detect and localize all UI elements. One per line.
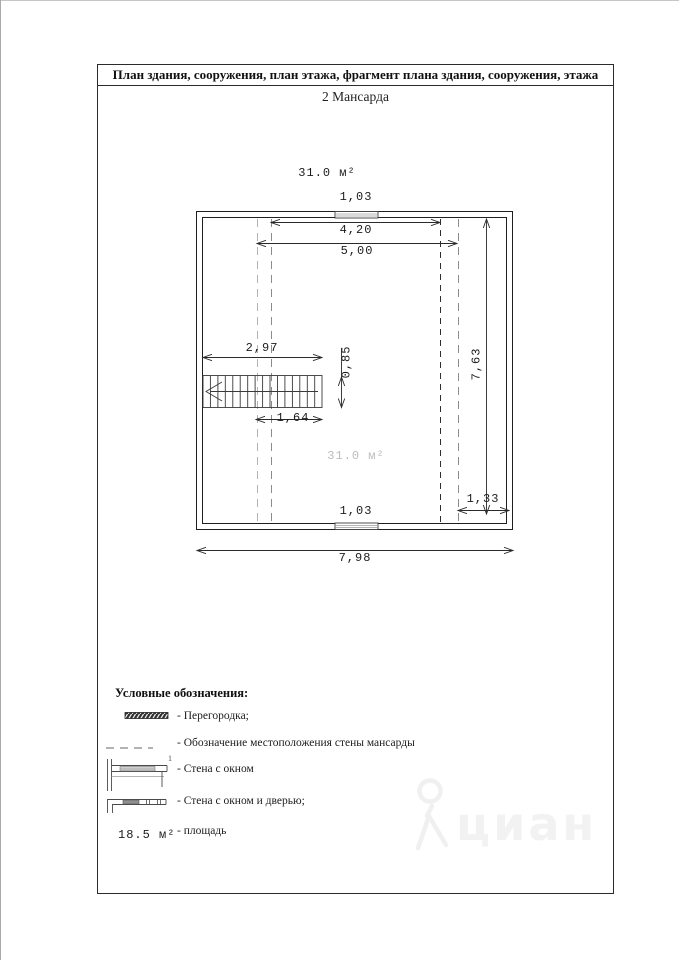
legend-area-value: 18.5 м² [118, 828, 176, 842]
legend-item-partition: - Перегородка; [177, 710, 249, 722]
dim-overall-width: 7,98 [338, 551, 372, 565]
legend-item-wall-window-door: - Стена с окном и дверью; [177, 795, 305, 807]
legend-item-wall-window: - Стена с окном [177, 763, 254, 775]
dim-stair-width: 0,85 [339, 345, 354, 379]
dim-stair-run: 1,64 [276, 411, 310, 425]
legend-symbol-partition [125, 713, 168, 719]
page-subtitle: 2 Мансарда [322, 89, 389, 104]
legend-item-area: - площадь [177, 825, 227, 837]
page-title: План здания, сооружения, план этажа, фрагмент плана здания, сооружения, этажа [98, 65, 613, 86]
legend-wall-window-mark: 1 [168, 754, 172, 763]
watermark-text: циан [456, 797, 598, 851]
legend-symbol-wall-window [108, 759, 168, 791]
dim-inner-width: 4,20 [339, 223, 373, 237]
legend-header: Условные обозначения: [115, 686, 249, 700]
legend-symbol-wall-window-door [108, 800, 167, 814]
dim-mid-width: 5,00 [340, 244, 374, 258]
area-label-top: 31.0 м² [298, 166, 356, 180]
dim-room-height: 7,63 [469, 347, 484, 381]
dim-window-bottom: 1,03 [339, 504, 373, 518]
dim-stair-length: 2,97 [245, 341, 279, 355]
area-label-room: 31.0 м² [327, 449, 385, 463]
staircase [203, 376, 322, 408]
window-bottom [335, 523, 378, 530]
dim-right-inset: 1,33 [466, 492, 500, 506]
legend-item-mansard-wall: - Обозначение местоположения стены мансарды [177, 737, 415, 749]
mansard-wall-dashed-lines [258, 219, 459, 523]
window-top [335, 212, 378, 219]
dim-window-top: 1,03 [339, 190, 373, 204]
plan-walls [197, 212, 513, 530]
